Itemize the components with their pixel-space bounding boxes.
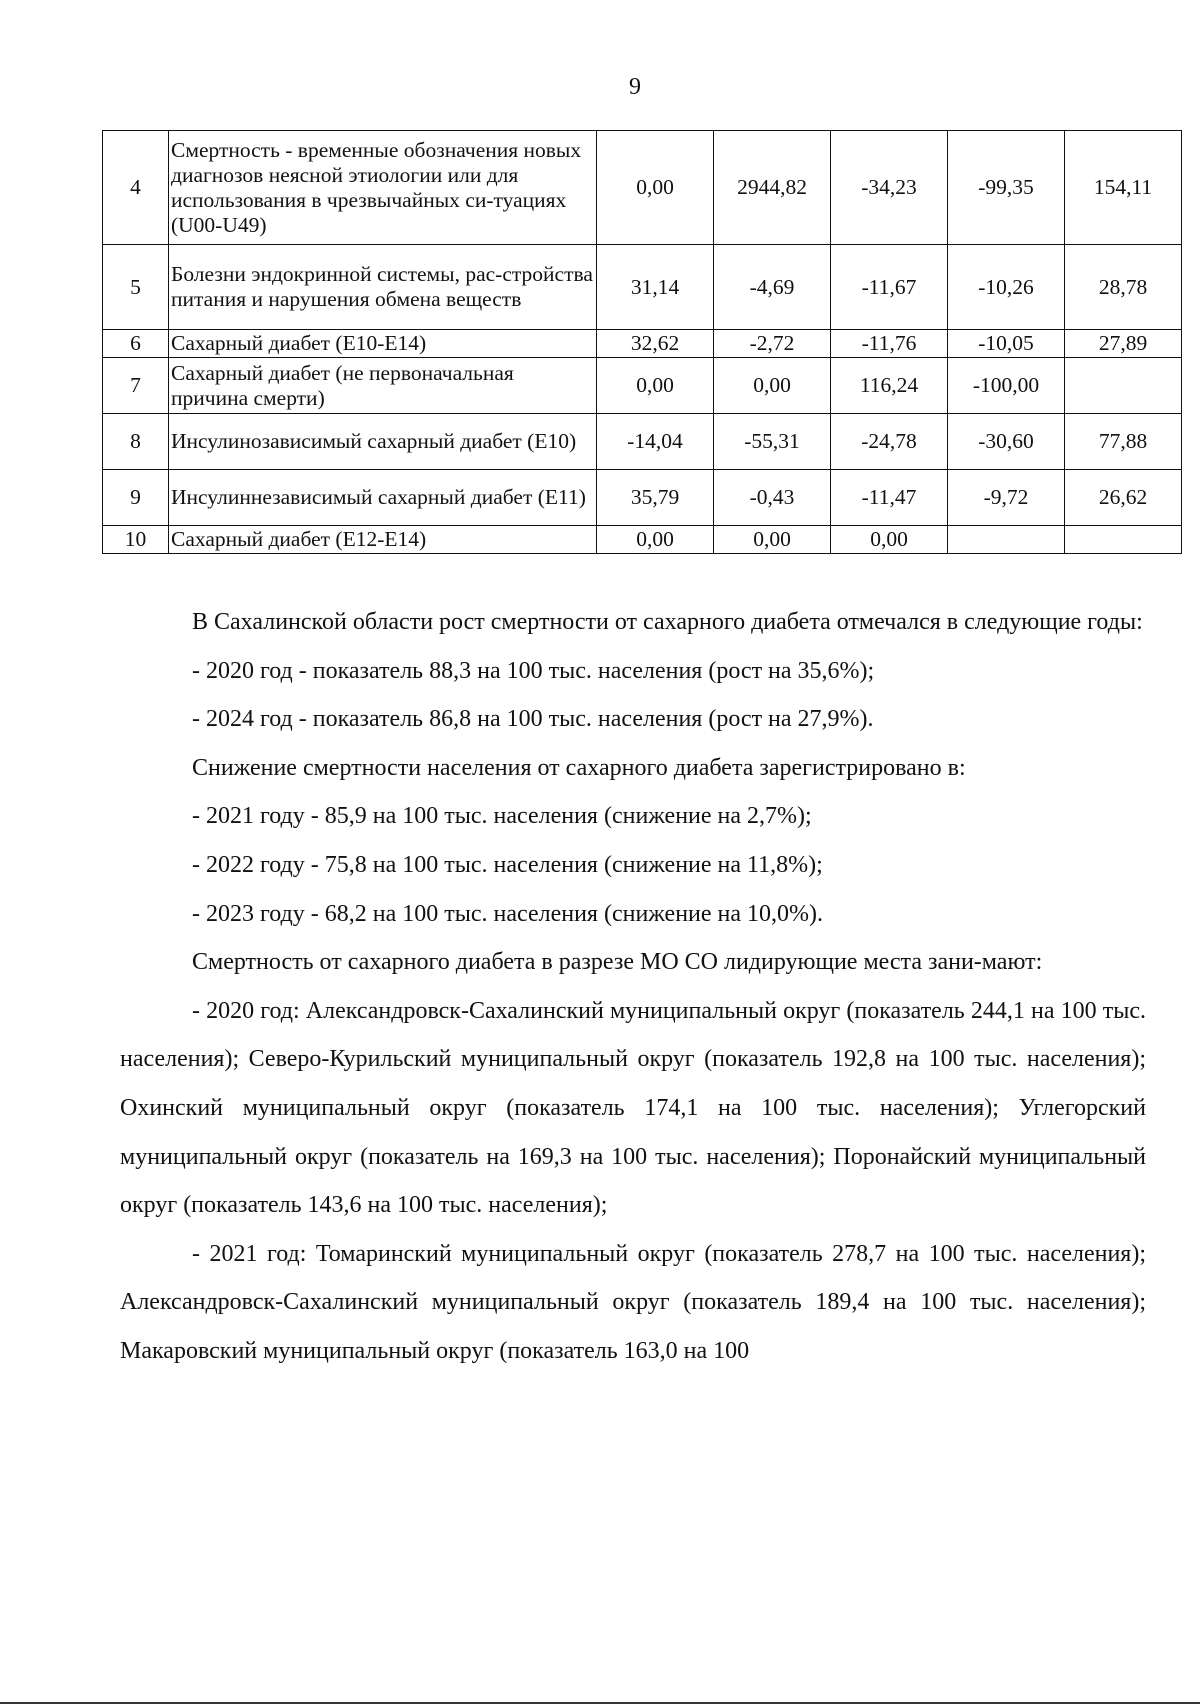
row-label: Инсулинозависимый сахарный диабет (E10)	[169, 414, 597, 470]
cell-value: -34,23	[831, 131, 948, 245]
cell-value: -2,72	[714, 330, 831, 358]
page-number: 9	[629, 74, 641, 100]
row-label: Сахарный диабет (E10-E14)	[169, 330, 597, 358]
cell-value: -99,35	[948, 131, 1065, 245]
row-label: Смертность - временные обозначения новых диагнозов неясной этиологии или для использования в чрезвычайных си-туациях (U00-U49)	[169, 131, 597, 245]
row-number: 9	[103, 470, 169, 526]
cell-value: 2944,82	[714, 131, 831, 245]
cell-value: -14,04	[597, 414, 714, 470]
cell-value: 0,00	[714, 526, 831, 554]
cell-value: 0,00	[597, 131, 714, 245]
table-row	[103, 526, 1182, 554]
row-number: 8	[103, 414, 169, 470]
mortality-table	[102, 130, 1182, 554]
cell-value: 0,00	[714, 358, 831, 414]
row-number: 6	[103, 330, 169, 358]
table-row	[103, 330, 1182, 358]
row-number: 7	[103, 358, 169, 414]
cell-value: 0,00	[597, 358, 714, 414]
cell-value: 0,00	[831, 526, 948, 554]
cell-value: -11,47	[831, 470, 948, 526]
cell-value: -30,60	[948, 414, 1065, 470]
paragraph: Смертность от сахарного диабета в разрезе МО СО лидирующие места зани-мают:	[192, 949, 1043, 976]
cell-value: 0,00	[597, 526, 714, 554]
cell-value: 77,88	[1065, 414, 1182, 470]
row-label: Сахарный диабет (не первоначальная причина смерти)	[169, 358, 597, 414]
cell-value: -55,31	[714, 414, 831, 470]
row-number: 10	[103, 526, 169, 554]
paragraph: Снижение смертности населения от сахарного диабета зарегистрировано в:	[192, 754, 966, 781]
paragraph: - 2020 год: Александровск-Сахалинский муниципальный округ (показатель 244,1 на 100 тыс. населения); Северо-Курильский муниципальный округ (показатель 192,8 на 100 тыс. населения); Охинский муниципальный округ (показатель 174,1 на 100 тыс. населения); Углегорский муниципальный округ (показатель на 169,3 на 100 тыс. населения); Поронайский муниципальный округ (показатель 143,6 на 100 тыс. населения);	[120, 997, 1146, 1219]
cell-value: 35,79	[597, 470, 714, 526]
cell-value: 116,24	[831, 358, 948, 414]
paragraph: - 2022 году - 75,8 на 100 тыс. населения (снижение на 11,8%);	[192, 851, 823, 878]
row-number: 5	[103, 245, 169, 330]
cell-value: -11,76	[831, 330, 948, 358]
cell-value	[1065, 526, 1182, 554]
cell-value: -11,67	[831, 245, 948, 330]
table-row	[103, 470, 1182, 526]
paragraph: - 2023 году - 68,2 на 100 тыс. населения (снижение на 10,0%).	[192, 900, 824, 927]
cell-value: 32,62	[597, 330, 714, 358]
paragraph: - 2021 году - 85,9 на 100 тыс. населения (снижение на 2,7%);	[192, 803, 812, 830]
cell-value: -9,72	[948, 470, 1065, 526]
table-row	[103, 414, 1182, 470]
cell-value: -4,69	[714, 245, 831, 330]
cell-value	[1065, 358, 1182, 414]
paragraph: - 2020 год - показатель 88,3 на 100 тыс. населения (рост на 35,6%);	[192, 657, 875, 684]
table-row	[103, 245, 1182, 330]
cell-value: 154,11	[1065, 131, 1182, 245]
row-label: Инсулиннезависимый сахарный диабет (E11)	[169, 470, 597, 526]
bottom-rule	[0, 1702, 1200, 1704]
cell-value: 28,78	[1065, 245, 1182, 330]
paragraph: В Сахалинской области рост смертности от сахарного диабета отмечался в следующие годы:	[192, 609, 1143, 635]
row-number: 4	[103, 131, 169, 245]
cell-value: 26,62	[1065, 470, 1182, 526]
cell-value: 31,14	[597, 245, 714, 330]
cell-value: -10,26	[948, 245, 1065, 330]
table-row	[103, 131, 1182, 245]
cell-value: 27,89	[1065, 330, 1182, 358]
cell-value: -10,05	[948, 330, 1065, 358]
body-text	[120, 598, 1146, 1376]
row-label: Болезни эндокринной системы, рас-стройства питания и нарушения обмена веществ	[169, 245, 597, 330]
paragraph: - 2024 год - показатель 86,8 на 100 тыс. населения (рост на 27,9%).	[192, 706, 874, 733]
cell-value: -100,00	[948, 358, 1065, 414]
row-label: Сахарный диабет (E12-E14)	[169, 526, 597, 554]
cell-value: -24,78	[831, 414, 948, 470]
cell-value: -0,43	[714, 470, 831, 526]
table-row	[103, 358, 1182, 414]
cell-value	[948, 526, 1065, 554]
paragraph: - 2021 год: Томаринский муниципальный округ (показатель 278,7 на 100 тыс. населения); Александровск-Сахалинский муниципальный округ (показатель 189,4 на 100 тыс. населения); Макаровский муниципальный округ (показатель 163,0 на 100	[120, 1240, 1146, 1364]
